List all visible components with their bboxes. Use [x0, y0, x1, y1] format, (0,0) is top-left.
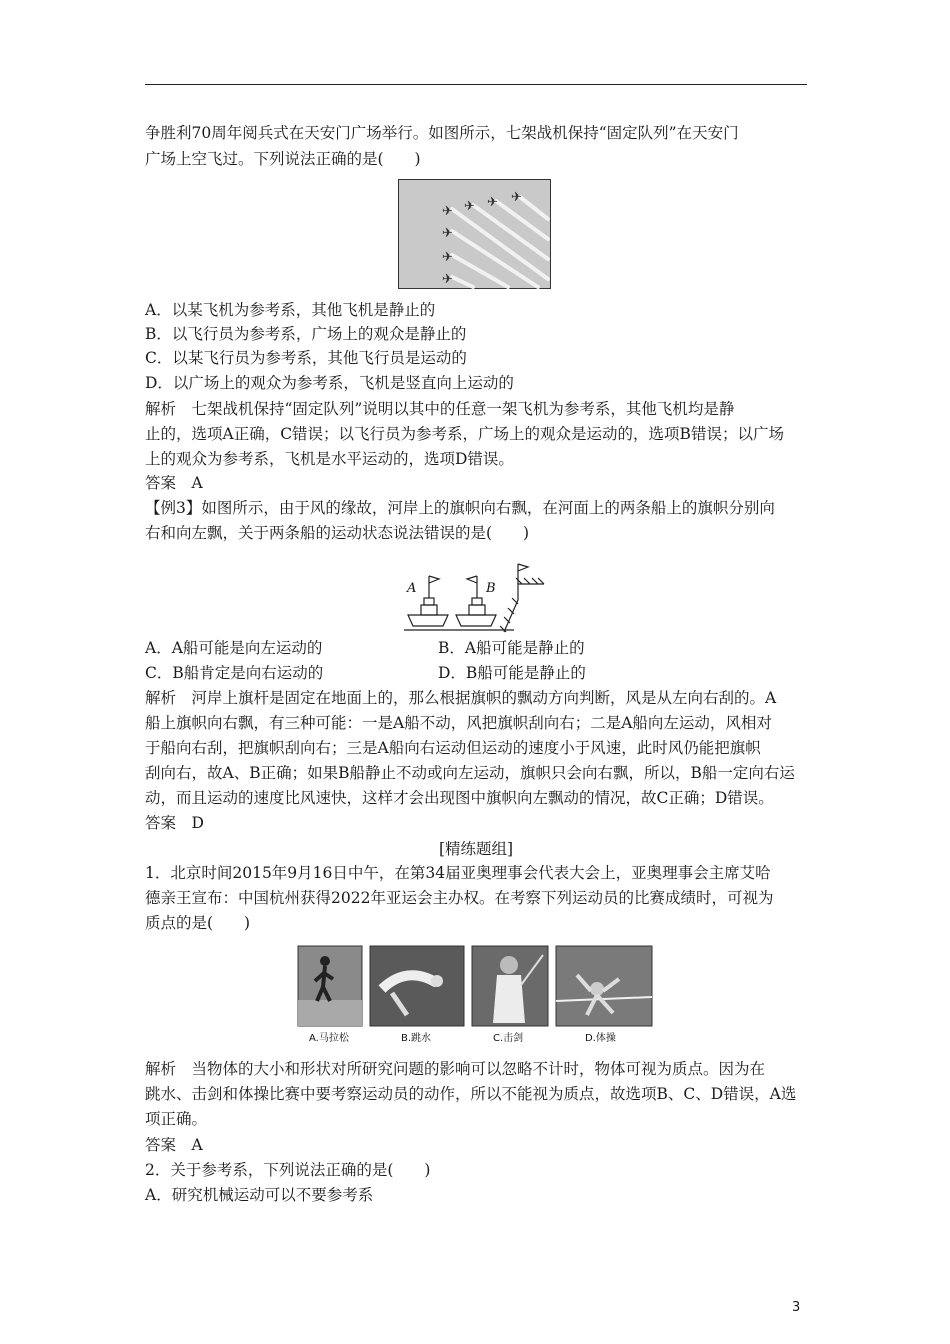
analysis-text: 解析 河岸上旗杆是固定在地面上的，那么根据旗帜的飘动方向判断，风是从左向右刮的。A — [145, 689, 777, 707]
analysis-text: 刮向右，故A、B正确；如果B船静止不动或向左运动，旗帜只会向右飘，所以，B船一定向右运 — [145, 764, 795, 782]
caption-marathon: A.马拉松 — [309, 1033, 349, 1044]
svg-text:✈: ✈ — [442, 204, 453, 219]
analysis-text: 动，而且运动的速度比风速快，这样才会出现图中旗帜向左飘动的情况，故C正确；D错误。 — [145, 789, 774, 807]
svg-text:✈: ✈ — [442, 250, 453, 265]
option-a: A．以某飞机为参考系，其他飞机是静止的 — [145, 301, 436, 319]
caption-gymnastics: D.体操 — [585, 1033, 616, 1044]
question-text: 1．北京时间2015年9月16日中午，在第34届亚奥理事会代表大会上，亚奥理事会主席艾哈 — [145, 864, 771, 882]
answer-line: 答案 D — [145, 814, 204, 832]
svg-text:✈: ✈ — [464, 199, 475, 214]
analysis-text: 于船向右刮，把旗帜刮向右；三是A船向右运动但运动的速度小于风速，此时风仍能把旗帜 — [145, 739, 761, 757]
analysis-text: 解析 七架战机保持“固定队列”说明以其中的任意一架飞机为参考系，其他飞机均是静 — [145, 400, 735, 418]
question-text: 广场上空飞过。下列说法正确的是( ) — [145, 150, 421, 168]
example-3-title: 【例3】如图所示，由于风的缘故，河岸上的旗帜向右飘，在河面上的两条船上的旗帜分别向 — [145, 499, 775, 517]
header-rule — [145, 84, 807, 85]
question-text: 争胜利70周年阅兵式在天安门广场举行。如图所示，七架战机保持“固定队列”在天安门 — [145, 124, 739, 142]
question-text: 质点的是( ) — [145, 914, 251, 932]
boats-flags-diagram — [402, 560, 552, 636]
svg-text:✈: ✈ — [487, 195, 498, 210]
fighter-jets-photo — [398, 179, 551, 289]
option-d: D．以广场上的观众为参考系，飞机是竖直向上运动的 — [145, 374, 514, 392]
option-b: B．A船可能是静止的 — [438, 639, 585, 657]
caption-diving: B.跳水 — [401, 1033, 432, 1044]
boat-a-label: A — [407, 581, 417, 596]
option-a: A．研究机械运动可以不要参考系 — [145, 1186, 374, 1204]
boat-b-label: B — [486, 581, 496, 596]
analysis-text: 解析 当物体的大小和形状对所研究问题的影响可以忽略不计时，物体可视为质点。因为在 — [145, 1060, 766, 1078]
question-text: 右和向左飘，关于两条船的运动状态说法错误的是( ) — [145, 524, 530, 542]
question-text: 2．关于参考系，下列说法正确的是( ) — [145, 1161, 431, 1179]
option-c: C．B船肯定是向右运动的 — [145, 664, 324, 682]
athletes-photos — [297, 945, 653, 1045]
section-heading: [精练题组] — [438, 840, 514, 858]
svg-text:✈: ✈ — [442, 272, 453, 287]
option-b: B．以飞行员为参考系，广场上的观众是静止的 — [145, 325, 467, 343]
analysis-text: 上的观众为参考系，飞机是水平运动的，选项D错误。 — [145, 450, 514, 468]
svg-text:✈: ✈ — [511, 190, 522, 205]
option-d: D．B船可能是静止的 — [438, 664, 586, 682]
svg-text:✈: ✈ — [442, 226, 453, 241]
option-a: A．A船可能是向左运动的 — [145, 639, 323, 657]
question-text: 德亲王宣布：中国杭州获得2022年亚运会主办权。在考察下列运动员的比赛成绩时，可视为 — [145, 889, 774, 907]
page-number: 3 — [792, 1300, 801, 1315]
analysis-text: 船上旗帜向右飘，有三种可能：一是A船不动，风把旗帜刮向右；二是A船向左运动，风相对 — [145, 714, 772, 732]
answer-line: 答案 A — [145, 474, 203, 492]
analysis-text: 跳水、击剑和体操比赛中要考察运动员的动作，所以不能视为质点，故选项B、C、D错误，A选 — [145, 1085, 797, 1103]
analysis-text: 止的，选项A正确，C错误；以飞行员为参考系，广场上的观众是运动的，选项B错误；以广场 — [145, 425, 784, 443]
answer-line: 答案 A — [145, 1136, 203, 1154]
analysis-text: 项正确。 — [145, 1110, 208, 1128]
option-c: C．以某飞行员为参考系，其他飞行员是运动的 — [145, 349, 467, 367]
caption-fencing: C.击剑 — [493, 1033, 524, 1044]
